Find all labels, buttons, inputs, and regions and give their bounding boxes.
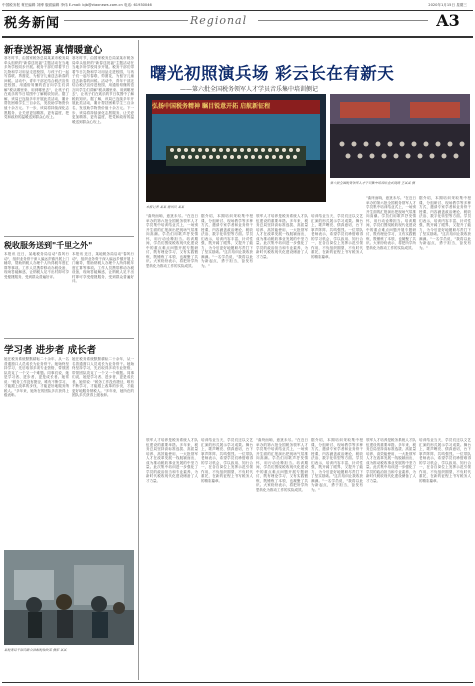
article-3-headline: 学习者 进步者 成长者	[4, 345, 97, 356]
header-rule	[2, 36, 473, 38]
article-3-body-col-a: 她在税务系统默默耕耘二十余年，从一名普通窗口人员成长为业务骨干。她始终坚持学习，先后取得多项专业资格，带领团队攻克了一个又一个难题。同事们说，她是学习者、进步者，更是成长者。她常说："税务工作没有捷径，唯有不断学习，才能跟上改革的步伐，才能更好地服务纳税人。"多年来，她所在的团队多次获得上级表彰。	[4, 357, 69, 398]
main-body-col-4: 培训结业当天，学员们还以文艺汇演的形式展示学习成果。舞台上，歌声嘹亮、情真意切，台下掌声阵阵、共鸣强烈。一位带队老师表示，希望学员们珍惜难得的学习机会，学以致用、知行合一，在各自岗位上发挥示范引领作用，不负组织期望，不负时代重托，在新的征程上书写税务人的精彩篇章。	[311, 214, 363, 259]
main-body-col-8: 培训结业当天，学员们还以文艺汇演的形式展示学习成果。舞台上，歌声嘹亮、情真意切，台下掌声阵阵、共鸣强烈。一位带队老师表示，希望学员们珍惜难得的学习机会，学以致用、知行合一，在各自岗位上发挥示范引领作用，不负组织期望，不负时代重托，在新的征程上书写税务人的精彩篇章。	[201, 438, 253, 483]
main-body-col-2: 据介绍，本期培训采取集中授课、分组研讨、现场教学等多种方式，邀请专家学者和业务骨干授课，内容涵盖政治理论、税收法治、数字化转型等方面。学员们表示，培训内容丰富、针对性强，既开阔了眼界，又提升了能力，为今后更好地履职尽责打下了坚实基础。"这次培训让我收获满满。"一名学员说，"我将以此为新起点，勇于担当，奋发有为。"	[201, 214, 253, 269]
main-body-col-12: 培训结业当天，学员们还以文艺汇演的形式展示学习成果。舞台上，歌声嘹亮、情真意切，台下掌声阵阵、共鸣强烈。一位带队老师表示，希望学员们珍惜难得的学习机会，学以致用、知行合一，在各自岗位上发挥示范引领作用，不负组织期望，不负时代重托，在新的征程上书写税务人的精彩篇章。	[419, 438, 471, 483]
main-body-col-1: "曲终而响，意犹未尽。"在近日举办的第六批全国税务领军人才学员集中培训结业式上，一场别开生面的汇报演出把现场气氛推向高潮。学员们用歌声抒发情怀，用行动诠释担当。培训期间，学员们围绕税收现代化建设中的重点难点问题开展专题研讨，既有理论学习，又有实践锻炼，既锤炼了本领，也凝聚了共识。大家纷纷表示，将把所学所思转化为推动工作的实际成效。	[146, 214, 198, 269]
article-2-body-col-a: 本报讯 近日，某地税务局启动"春风行动"，组织业务骨干深入偏远乡镇开展上门辅导，帮助纳税人办理个人所得税年度汇算等事项。工作人员携带移动办税设备，现场答疑解惑，让纳税人足不出村即可享受便捷服务，受到群众普遍好评。	[4, 252, 69, 279]
section-rule-left	[64, 20, 188, 21]
footer-rule	[2, 682, 473, 683]
main-body-col-10: 据介绍，本期培训采取集中授课、分组研讨、现场教学等多种方式，邀请专家学者和业务骨干授课，内容涵盖政治理论、税收法治、数字化转型等方面。学员们表示，培训内容丰富、针对性强，既开阔了眼界，又提升了能力，为今后更好地履职尽责打下了坚实基础。"这次培训让我收获满满。"一名学员说，"我将以此为新起点，勇于担当，奋发有为。"	[311, 438, 363, 493]
divider	[4, 236, 134, 237]
main-headline: 曙光初照演兵场 彩云长在有新天	[150, 64, 395, 83]
main-body-col-6: 据介绍，本期培训采取集中授课、分组研讨、现场教学等多种方式，邀请专家学者和业务骨干授课，内容涵盖政治理论、税收法治、数字化转型等方面。学员们表示，培训内容丰富、针对性强，既开阔了眼界，又提升了能力，为今后更好地履职尽责打下了坚实基础。"这次培训让我收获满满。"一名学员说，"我将以此为新起点，勇于担当，奋发有为。"	[419, 196, 471, 251]
article-3-body-col-b: 她在税务系统默默耕耘二十余年，从一名普通窗口人员成长为业务骨干。她始终坚持学习，先后取得多项专业资格，带领团队攻克了一个又一个难题。同事们说，她是学习者、进步者，更是成长者。她常说："税务工作没有捷径，唯有不断学习，才能跟上改革的步伐，才能更好地服务纳税人。"多年来，她所在的团队多次获得上级表彰。	[72, 357, 134, 398]
section-title: 税务新闻	[4, 16, 61, 31]
main-body-col-9: "曲终而响，意犹未尽。"在近日举办的第六批全国税务领军人才学员集中培训结业式上，一场别开生面的汇报演出把现场气氛推向高潮。学员们用歌声抒发情怀，用行动诠释担当。培训期间，学员们围绕税收现代化建设中的重点难点问题开展专题研讨，既有理论学习，又有实践锻炼，既锤炼了本领，也凝聚了共识。大家纷纷表示，将把所学所思转化为推动工作的实际成效。	[256, 438, 308, 493]
masthead-date: 2020年1月15日 星期三	[428, 3, 467, 7]
masthead	[2, 2, 473, 9]
main-body-col-5: "曲终而响，意犹未尽。"在近日举办的第六批全国税务领军人才学员集中培训结业式上，一场别开生面的汇报演出把现场气氛推向高潮。学员们用歌声抒发情怀，用行动诠释担当。培训期间，学员们围绕税收现代化建设中的重点难点问题开展专题研讨，既有理论学习，又有实践锻炼，既锤炼了本领，也凝聚了共识。大家纷纷表示，将把所学所思转化为推动工作的实际成效。	[366, 196, 416, 251]
article-1-body-col-b: 寒冬时节，由国家税务总局某某市税务局牵头组织的"新春送祝福"主题活动在当地多所学校同步开展。税务干部们带着节日礼物和学习用品走进校园，与孩子们一起写春联、剪窗花，为留守儿童送去新春的问候。活动中，青年干部还结合税法宣传进校园，用通俗易懂的语言向学生们讲解"税从哪里来、用到哪里去"，让孩子们在欢乐的节日氛围中了解税收知识。据了解，该局已连续多年开展此类活动，累计帮扶困难学生三百余名，发放助学物资价值十余万元。下一步，该局将持续深化志愿服务，让关爱更加精准、更有温度，把党和政府的温暖送到群众心坎上。	[72, 56, 134, 124]
article-1-body-col-a: 寒冬时节，由国家税务总局某某市税务局牵头组织的"新春送祝福"主题活动在当地多所学校同步开展。税务干部们带着节日礼物和学习用品走进校园，与孩子们一起写春联、剪窗花，为留守儿童送去新春的问候。活动中，青年干部还结合税法宣传进校园，用通俗易懂的语言向学生们讲解"税从哪里来、用到哪里去"，让孩子们在欢乐的节日氛围中了解税收知识。据了解，该局已连续多年开展此类活动，累计帮扶困难学生三百余名，发放助学物资价值十余万元。下一步，该局将持续深化志愿服务，让关爱更加精准、更有温度，把党和政府的温暖送到群众心坎上。	[4, 56, 69, 120]
main-body-col-3: 领军人才培养是税务系统人才队伍建设的重要举措。多年来，税务总局坚持高标准选拔、高质量培养、高效能使用，一大批领军人才在改革发展一线脱颖而出，成为推动税收事业发展的中坚力量。此次集中培训进一步强化了学员的政治担当和专业素养，为新时代税收现代化建设储备了人才力量。	[256, 214, 308, 259]
main-body-col-7: 领军人才培养是税务系统人才队伍建设的重要举措。多年来，税务总局坚持高标准选拔、高质量培养、高效能使用，一大批领军人才在改革发展一线脱颖而出，成为推动税收事业发展的中坚力量。此次集中培训进一步强化了学员的政治担当和专业素养，为新时代税收现代化建设储备了人才力量。	[146, 438, 198, 483]
page-number: A3	[436, 11, 460, 30]
main-subhead: ——第六批全国税务领军人才学员音乐集中培训侧记	[180, 86, 319, 93]
stage-photo	[146, 94, 326, 202]
section-subtitle: Regional	[190, 14, 248, 27]
left-photo-caption: 某税务局干部向群众讲解税收政策 摄影 某某	[4, 648, 67, 652]
ceremony-photo	[330, 94, 470, 178]
stage-banner: 弘扬中国税务精神 瞩目锐意开拓 启航新征程	[152, 103, 271, 110]
article-2-headline: 税收服务送到"千里之外"	[4, 240, 93, 250]
masthead-info: 中国税务报 責任编辑 刘博 版面编辑 李伟 E-mail: bjb@ctaxnews.com.cn 电话: 61930046	[2, 3, 152, 7]
ceremony-photo-caption: 第六批全国税务领军人才学员集中培训结业式现场 王某某 摄	[330, 181, 415, 185]
left-photo	[4, 550, 134, 645]
divider	[4, 338, 134, 339]
column-divider	[138, 40, 139, 680]
masthead-rule	[2, 10, 473, 11]
byline: 本报记者 某某 通讯员 某某	[146, 205, 185, 209]
main-body-col-11: 领军人才培养是税务系统人才队伍建设的重要举措。多年来，税务总局坚持高标准选拔、高质量培养、高效能使用，一大批领军人才在改革发展一线脱颖而出，成为推动税收事业发展的中坚力量。此次集中培训进一步强化了学员的政治担当和专业素养，为新时代税收现代化建设储备了人才力量。	[366, 438, 416, 483]
article-1-headline: 新春送祝福 真情暖童心	[4, 45, 103, 56]
article-2-body-col-b: 本报讯 近日，某地税务局启动"春风行动"，组织业务骨干深入偏远乡镇开展上门辅导，帮助纳税人办理个人所得税年度汇算等事项。工作人员携带移动办税设备，现场答疑解惑，让纳税人足不出村即可享受便捷服务，受到群众普遍好评。	[72, 252, 134, 284]
section-rule-right	[258, 20, 428, 21]
